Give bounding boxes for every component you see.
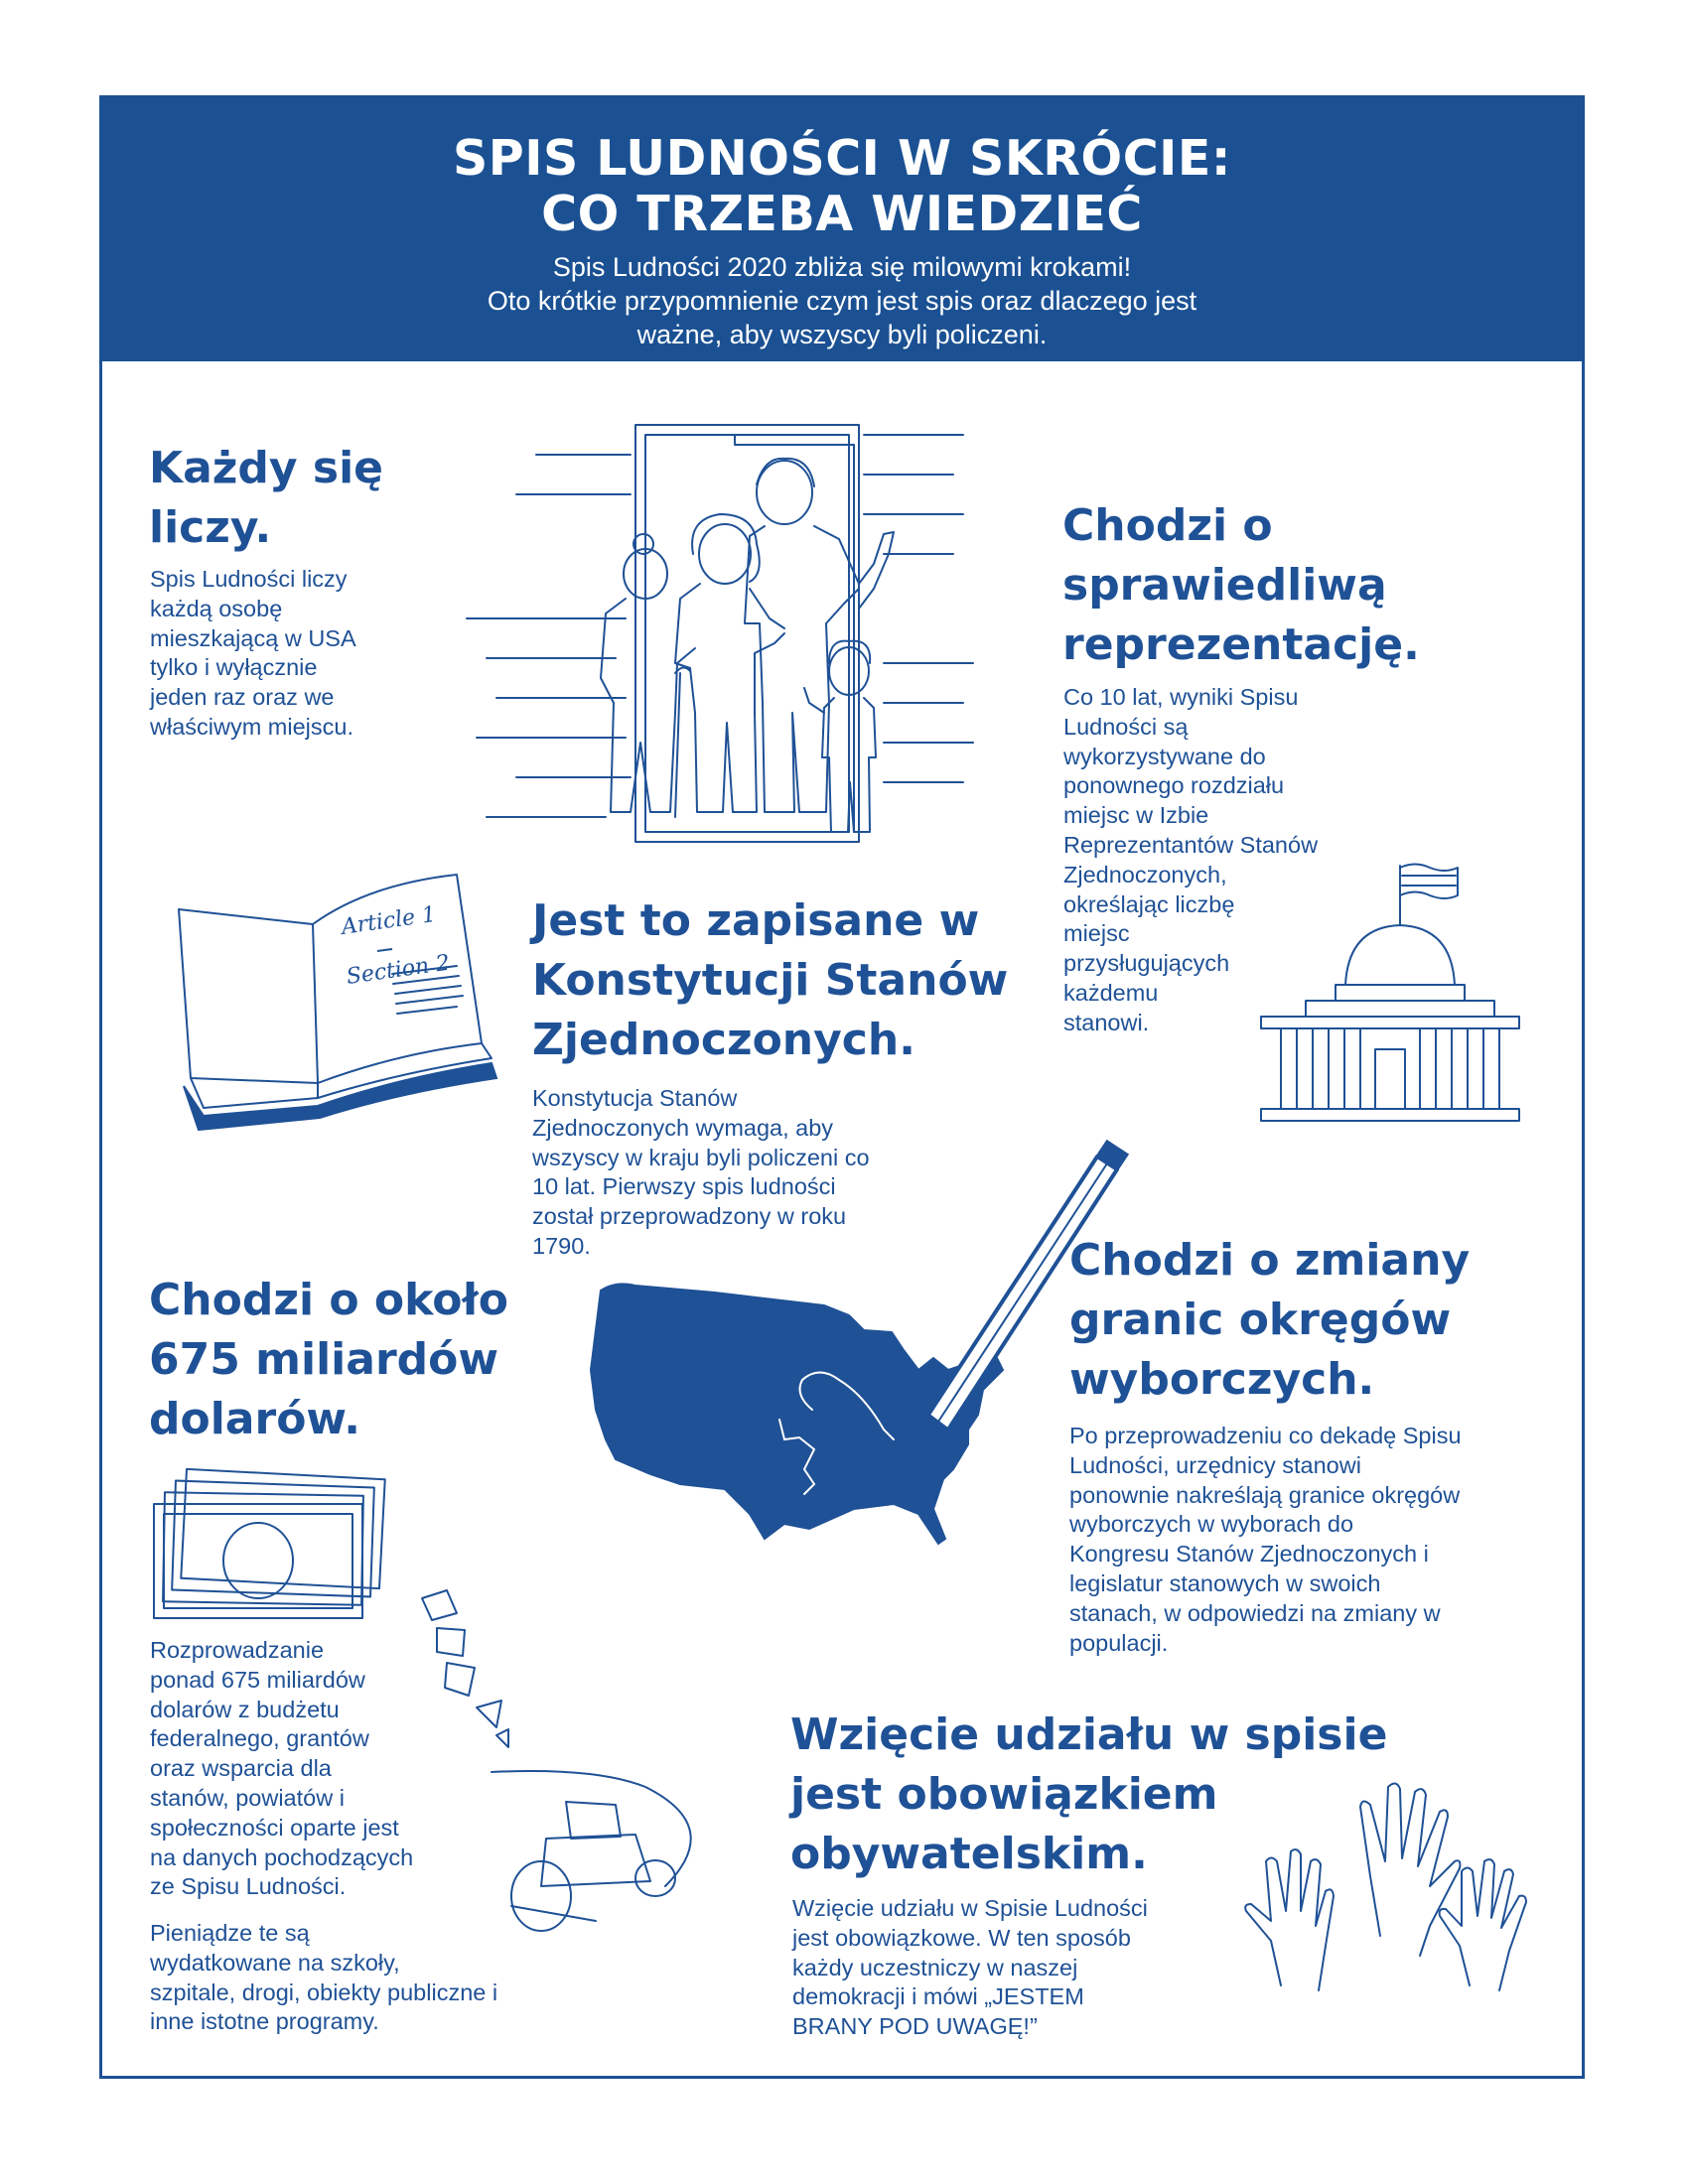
body-line: Pieniądze te są: [150, 1920, 310, 1946]
body-line: Zjednoczonych wymaga, aby: [532, 1114, 834, 1141]
body-line: Ludności, urzędnicy stanowi: [1069, 1451, 1361, 1478]
body-line: Kongresu Stanów Zjednoczonych i: [1069, 1541, 1429, 1568]
districts-body: [1069, 1422, 1462, 1658]
book-article-text: Article 1: [340, 901, 438, 940]
body-line: stanach, w odpowiedzi na zmiany w: [1069, 1599, 1441, 1626]
body-line: Ludności są: [1063, 713, 1189, 740]
subtitle-line2: Oto krótkie przypomnienie czym jest spis oraz dlaczego jest: [487, 286, 1197, 316]
body-line: oraz wsparcia dla: [150, 1755, 332, 1782]
heading-line: obywatelskim.: [790, 1829, 1148, 1879]
body-line: BRANY POD UWAGĘ!”: [792, 2013, 1038, 2040]
body-line: miejsc: [1063, 920, 1130, 947]
body-line: demokracji i mówi „JESTEM: [792, 1983, 1084, 2010]
body-line: Po przeprowadzeniu co dekadę Spisu: [1069, 1423, 1462, 1448]
capitol-icon: [1261, 856, 1519, 1124]
body-line: został przeprowadzony w roku: [532, 1203, 847, 1230]
body-line: wyborczych w wyborach do: [1069, 1511, 1354, 1538]
body-line: 10 lat. Pierwszy spis ludności: [532, 1173, 836, 1200]
body-line: populacji.: [1069, 1629, 1169, 1656]
body-line: właściwym miejscu.: [150, 713, 353, 740]
heading-line: Chodzi o zmiany: [1069, 1235, 1471, 1286]
heading-line: wyborczych.: [1069, 1354, 1375, 1405]
everyone-body: [150, 565, 356, 743]
heading-line: sprawiedliwą: [1062, 560, 1387, 611]
heading-line: Jest to zapisane w: [532, 895, 980, 946]
subtitle-line1: Spis Ludności 2020 zbliża się milowymi krokami!: [552, 252, 1132, 282]
body-line: wydatkowane na szkoły,: [150, 1949, 400, 1976]
body-line: dolarów z budżetu: [150, 1696, 340, 1722]
body-line: każdy uczestniczy w naszej: [792, 1954, 1078, 1980]
body-line: federalnego, grantów: [150, 1725, 369, 1752]
money-body: [150, 1636, 413, 1902]
heading-line: Chodzi o około: [149, 1275, 508, 1325]
body-line: Konstytucja Stanów: [532, 1085, 738, 1111]
body-line: miejsc w Izbie: [1063, 802, 1209, 829]
page-title-line2: CO TRZEBA WIEDZIEĆ: [541, 186, 1143, 242]
body-line: ponownie nakreślają granice okręgów: [1069, 1481, 1461, 1508]
page-subtitle: [99, 250, 1585, 351]
page-title-line1: SPIS LUDNOŚCI W SKRÓCIE:: [453, 130, 1231, 187]
body-line: szpitale, drogi, obiekty publiczne i: [150, 1979, 498, 2005]
body-line: 1790.: [532, 1232, 591, 1259]
heading-line: Wzięcie udziału w spisie: [790, 1709, 1388, 1760]
body-line: Co 10 lat, wyniki Spisu: [1063, 684, 1299, 710]
raised-hands-icon: [1241, 1767, 1539, 2005]
body-line: jeden raz oraz we: [150, 684, 335, 711]
body-line: Zjednoczonych,: [1063, 861, 1227, 887]
heading-line: Każdy się: [149, 443, 384, 493]
body-line: społeczności oparte jest: [150, 1814, 399, 1841]
body-line: na danych pochodzących: [150, 1843, 414, 1870]
representation-heading: [1062, 496, 1420, 675]
body-line: ze Spisu Ludności.: [150, 1873, 347, 1900]
heading-line: Chodzi o: [1062, 500, 1273, 551]
body-line: jest obowiązkowe. W ten sposób: [792, 1924, 1131, 1951]
heading-line: dolarów.: [149, 1394, 360, 1444]
body-line: stanów, powiatów i: [150, 1784, 345, 1811]
heading-line: granic okręgów: [1069, 1295, 1452, 1345]
heading-line: 675 miliardów: [149, 1334, 499, 1385]
civic-body: [792, 1894, 1148, 2042]
body-line: ponownego rozdziału: [1063, 772, 1285, 799]
body-line: ponad 675 miliardów: [150, 1666, 365, 1693]
body-line: Rozprowadzanie: [150, 1637, 325, 1663]
heading-line: Konstytucji Stanów: [532, 955, 1009, 1006]
body-line: Reprezentantów Stanów: [1063, 831, 1319, 858]
subtitle-line3: ważne, aby wszyscy byli policzeni.: [636, 320, 1048, 349]
body-line: Spis Ludności liczy: [150, 566, 348, 592]
body-line: tylko i wyłącznie: [150, 654, 318, 681]
body-line: stanowi.: [1063, 1009, 1150, 1035]
heading-line: Zjednoczonych.: [532, 1015, 915, 1065]
heading-line: liczy.: [149, 502, 272, 553]
body-line: każdemu: [1063, 979, 1159, 1006]
body-line: Wzięcie udziału w Spisie Ludności: [792, 1895, 1148, 1921]
body-line: wykorzystywane do: [1063, 743, 1266, 769]
districts-heading: [1069, 1231, 1470, 1410]
body-line: inne istotne programy.: [150, 2008, 379, 2035]
body-line: wszyscy w kraju byli policzeni co: [532, 1144, 870, 1170]
heading-line: jest obowiązkiem: [790, 1769, 1218, 1820]
body-line: mieszkającą w USA: [150, 624, 356, 651]
money-body-2: [150, 1919, 497, 2037]
book-section-text: Section 2: [345, 950, 452, 990]
body-line: każdą osobę: [150, 595, 283, 621]
constitution-heading: [532, 891, 1008, 1070]
family-illustration: [467, 415, 963, 862]
body-line: legislatur stanowych w swoich: [1069, 1570, 1381, 1596]
money-heading: [149, 1271, 508, 1449]
constitution-book-icon: [169, 870, 496, 1167]
body-line: przysługujących: [1063, 950, 1230, 977]
heading-line: reprezentację.: [1062, 619, 1420, 670]
header-banner: [99, 95, 1585, 361]
everyone-heading: [149, 439, 383, 558]
body-line: określając liczbę: [1063, 890, 1235, 917]
